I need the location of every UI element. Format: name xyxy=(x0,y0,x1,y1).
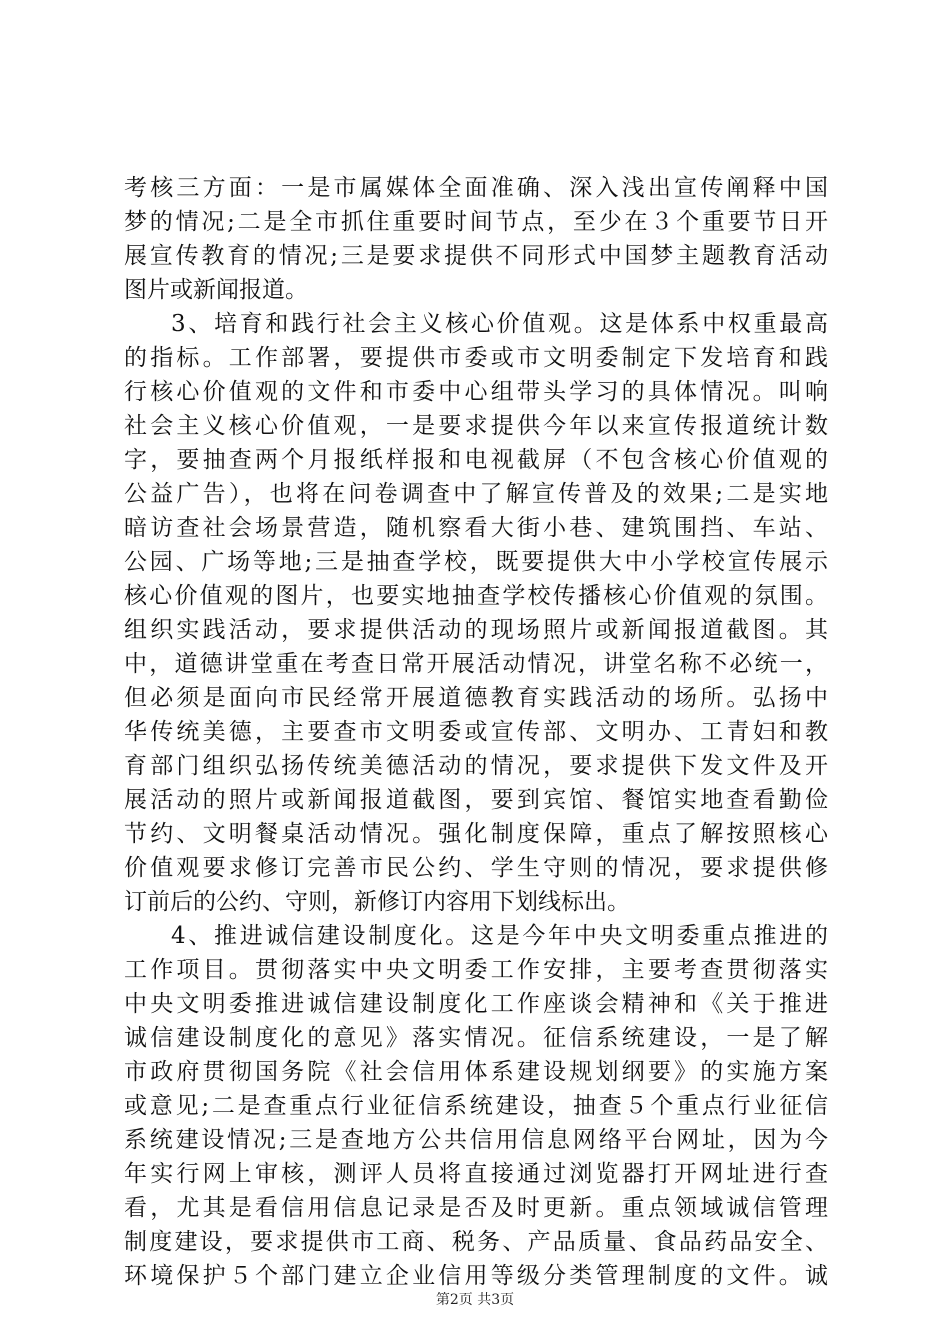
text-line: 公益广告），也将在问卷调查中了解宣传普及的效果;二是实地 xyxy=(124,481,828,507)
text-line: 节约、文明餐桌活动情况。强化制度保障，重点了解按照核心 xyxy=(124,821,828,847)
text-line: 行核心价值观的文件和市委中心组带头学习的具体情况。叫响 xyxy=(124,379,828,405)
text-line: 图片或新闻报道。 xyxy=(124,277,308,303)
text-line: 系统建设情况;三是查地方公共信用信息网络平台网址，因为今 xyxy=(124,1127,828,1153)
text-line: 价值观要求修订完善市民公约、学生守则的情况，要求提供修 xyxy=(124,855,828,881)
text-line: 育部门组织弘扬传统美德活动的情况，要求提供下发文件及开 xyxy=(124,753,828,779)
text-line: 华传统美德，主要查市文明委或宣传部、文明办、工青妇和教 xyxy=(124,719,828,745)
paragraph-start-line: 4、推进诚信建设制度化。这是今年中央文明委重点推进的 xyxy=(171,923,828,949)
text-line: 展活动的照片或新闻报道截图，要到宾馆、餐馆实地查看勤俭 xyxy=(124,787,828,813)
text-line: 环境保护５个部门建立企业信用等级分类管理制度的文件。诚 xyxy=(124,1263,828,1289)
text-line: 中央文明委推进诚信建设制度化工作座谈会精神和《关于推进 xyxy=(124,991,828,1017)
text-line: 中，道德讲堂重在考查日常开展活动情况，讲堂名称不必统一， xyxy=(124,651,828,677)
text-line: 制度建设，要求提供市工商、税务、产品质量、食品药品安全、 xyxy=(124,1229,828,1255)
text-line: 或意见;二是查重点行业征信系统建设，抽查５个重点行业征信 xyxy=(124,1093,828,1119)
text-line: 考核三方面：一是市属媒体全面准确、深入浅出宣传阐释中国 xyxy=(124,175,828,201)
text-line: 市政府贯彻国务院《社会信用体系建设规划纲要》的实施方案 xyxy=(124,1059,828,1085)
text-line: 核心价值观的图片，也要实地抽查学校传播核心价值观的氛围。 xyxy=(124,583,828,609)
text-line: 公园、广场等地;三是抽查学校，既要提供大中小学校宣传展示 xyxy=(124,549,828,575)
text-line: 暗访查社会场景营造，随机察看大街小巷、建筑围挡、车站、 xyxy=(124,515,828,541)
page-number-label: 第2页 共3页 xyxy=(435,1292,515,1308)
text-line: 年实行网上审核，测评人员将直接通过浏览器打开网址进行查 xyxy=(124,1161,828,1187)
text-line: 的指标。工作部署，要提供市委或市文明委制定下发培育和践 xyxy=(124,345,828,371)
text-line: 看，尤其是看信用信息记录是否及时更新。重点领域诚信管理 xyxy=(124,1195,828,1221)
page-footer xyxy=(0,1290,950,1310)
text-line: 但必须是面向市民经常开展道德教育实践活动的场所。弘扬中 xyxy=(124,685,828,711)
text-line: 诚信建设制度化的意见》落实情况。征信系统建设，一是了解 xyxy=(124,1025,828,1051)
document-body xyxy=(124,171,828,1293)
text-line: 字，要抽查两个月报纸样报和电视截屏（不包含核心价值观的 xyxy=(124,447,828,473)
text-line: 组织实践活动，要求提供活动的现场照片或新闻报道截图。其 xyxy=(124,617,828,643)
text-line: 展宣传教育的情况;三是要求提供不同形式中国梦主题教育活动 xyxy=(124,243,828,269)
paragraph-start-line: 3、培育和践行社会主义核心价值观。这是体系中权重最高 xyxy=(171,311,828,337)
text-line: 梦的情况;二是全市抓住重要时间节点，至少在３个重要节日开 xyxy=(124,209,828,235)
text-line: 社会主义核心价值观，一是要求提供今年以来宣传报道统计数 xyxy=(124,413,828,439)
text-line: 工作项目。贯彻落实中央文明委工作安排，主要考查贯彻落实 xyxy=(124,957,828,983)
text-line: 订前后的公约、守则，新修订内容用下划线标出。 xyxy=(124,889,630,915)
